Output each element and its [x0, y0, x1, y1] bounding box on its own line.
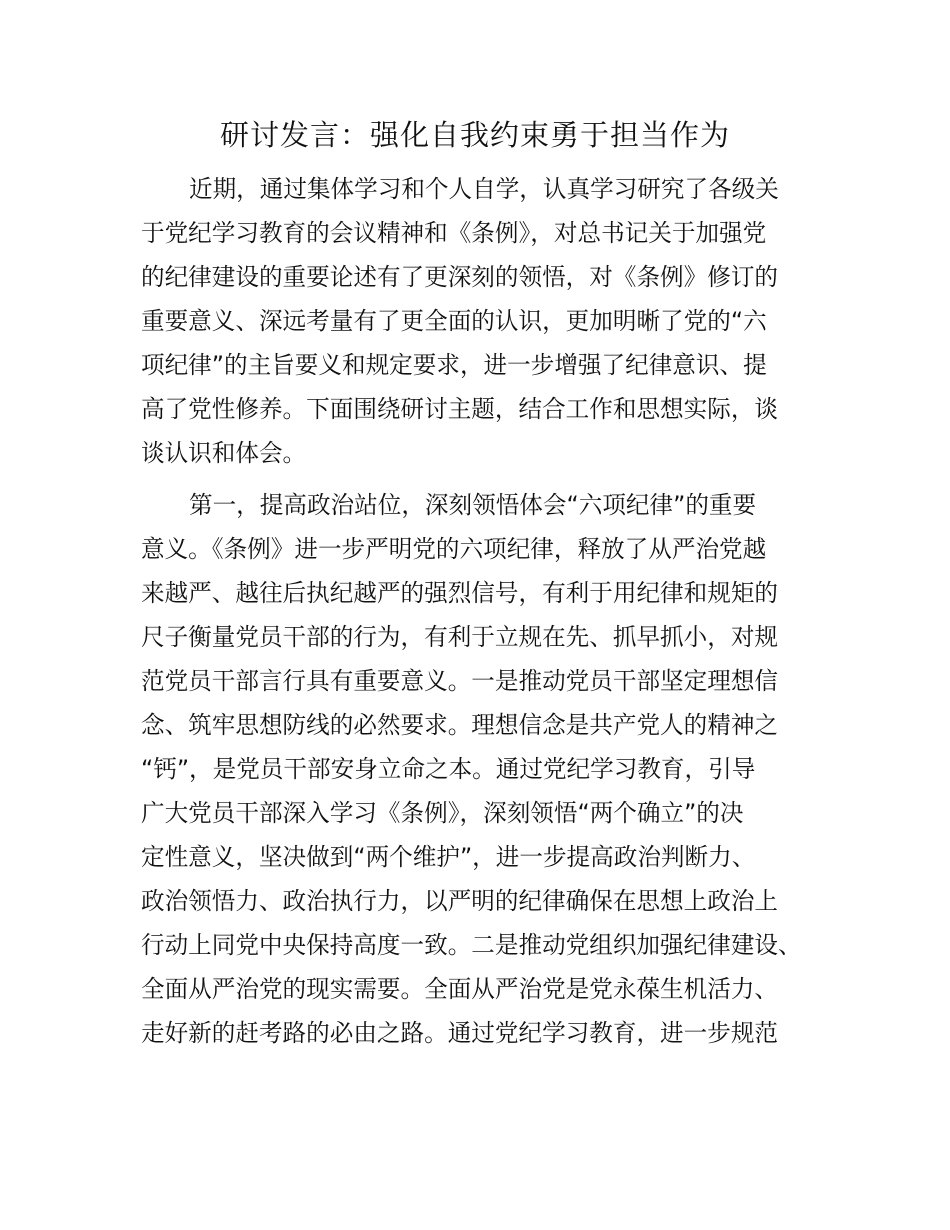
text-line: 谈认识和体会。 [141, 439, 307, 467]
text-line: 走好新的赶考路的必由之路。通过党纪学习教育，进一步规范 [141, 1019, 779, 1047]
text-line: 意义。《条例》进一步严明党的六项纪律，释放了从严治党越 [141, 535, 767, 563]
text-line: 重要意义、深远考量有了更全面的认识，更加明晰了党的“六 [141, 307, 767, 335]
text-line: “钙”，是党员干部安身立命之本。通过党纪学习教育，引导 [141, 755, 756, 783]
text-line: 于党纪学习教育的会议精神和《条例》，对总书记关于加强党 [141, 219, 767, 247]
text-line: 行动上同党中央保持高度一致。二是推动党组织加强纪律建设、 [141, 931, 802, 959]
text-line: 项纪律”的主旨要义和规定要求，进一步增强了纪律意识、提 [141, 351, 767, 379]
text-line: 近期，通过集体学习和个人自学，认真学习研究了各级关 [189, 175, 779, 203]
text-line: 全面从严治党的现实需要。全面从严治党是党永葆生机活力、 [141, 975, 779, 1003]
text-line: 来越严、越往后执纪越严的强烈信号，有利于用纪律和规矩的 [141, 579, 779, 607]
text-line: 念、筑牢思想防线的必然要求。理想信念是共产党人的精神之 [141, 711, 779, 739]
text-line: 定性意义，坚决做到“两个维护”，进一步提高政治判断力、 [141, 843, 756, 871]
document-title: 研讨发言：强化自我约束勇于担当作为 [219, 118, 730, 152]
text-line: 高了党性修养。下面围绕研讨主题，结合工作和思想实际，谈 [141, 395, 779, 423]
text-line: 的纪律建设的重要论述有了更深刻的领悟，对《条例》修订的 [141, 263, 779, 291]
text-line: 政治领悟力、政治执行力，以严明的纪律确保在思想上政治上 [141, 887, 779, 915]
text-line: 广大党员干部深入学习《条例》，深刻领悟“两个确立”的决 [141, 799, 744, 827]
text-line: 第一，提高政治站位，深刻领悟体会“六项纪律”的重要 [189, 491, 757, 519]
text-line: 尺子衡量党员干部的行为，有利于立规在先、抓早抓小，对规 [141, 623, 779, 651]
text-line: 范党员干部言行具有重要意义。一是推动党员干部坚定理想信 [141, 667, 779, 695]
